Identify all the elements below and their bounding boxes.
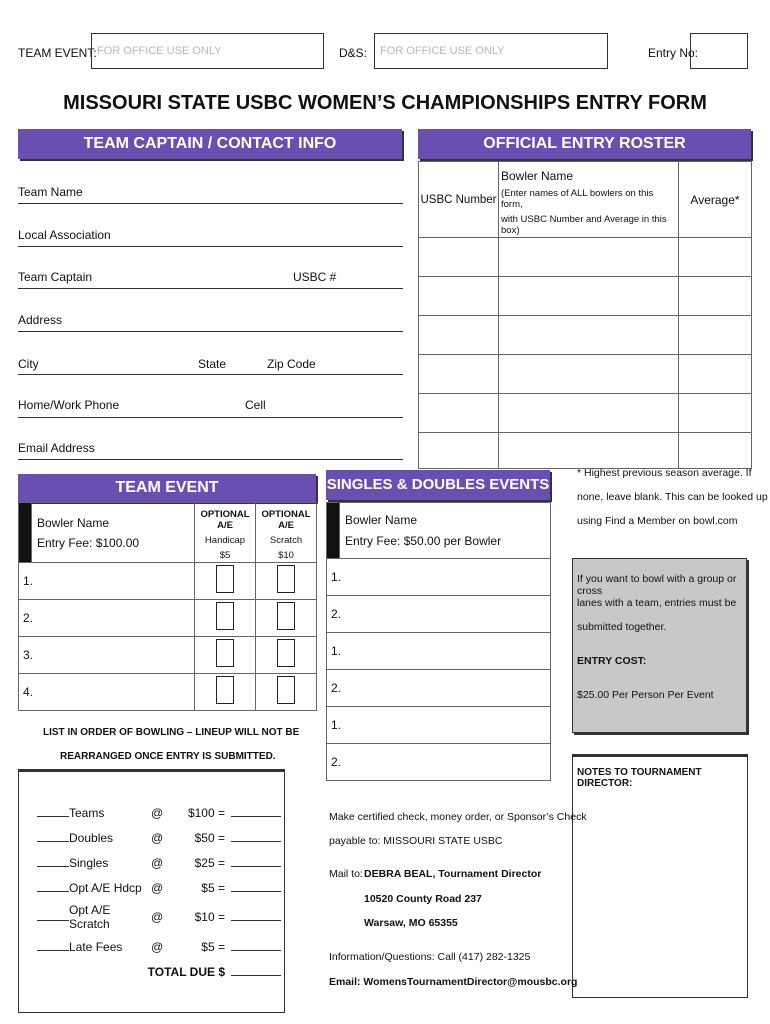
roster-cell[interactable] [419,238,499,277]
fee-amount: $25 = [194,855,225,870]
roster-note-2: none, leave blank. This can be looked up [577,491,768,503]
singles-row-num: 2. [331,681,342,695]
opt-scratch-sub: Scratch [269,535,303,546]
singles-bowler-name-label: Bowler Name [345,513,418,527]
city-line[interactable] [18,374,403,375]
city-label: City [18,357,39,371]
roster-row [419,316,752,355]
info-email[interactable]: Email: WomensTournamentDirector@mousbc.org [329,976,578,988]
payment-line-1: Make certified check, money order, or Sponsor’s Check [329,811,587,823]
roster-cell[interactable] [419,355,499,394]
roster-cell[interactable] [679,277,752,316]
fee-row [37,850,281,875]
roster-cell[interactable] [679,433,752,469]
fee-qty-line[interactable] [37,950,69,951]
singles-row [327,633,551,670]
team-name-line[interactable] [18,203,403,204]
roster-cell[interactable] [419,277,499,316]
team-row [19,637,317,674]
fee-at: @ [151,880,164,895]
team-row-num: 3. [23,648,34,662]
roster-cell[interactable] [679,394,752,433]
fee-row [37,800,281,825]
fee-amount: $5 = [201,939,225,954]
team-row-field[interactable] [19,637,195,674]
roster-row [419,238,752,277]
team-row [19,674,317,711]
team-row-num: 4. [23,685,34,699]
fee-amount: $10 = [194,910,225,924]
roster-row [419,394,752,433]
roster-col-avg: Average* [679,162,752,238]
fee-amount: $50 = [194,830,225,845]
roster-cell[interactable] [499,394,679,433]
fee-at: @ [151,830,164,845]
cell-label: Cell [245,398,266,412]
team-row-field[interactable] [19,674,195,711]
fee-item: Doubles [69,830,114,845]
roster-table [418,161,752,469]
info-box [572,558,747,733]
singles-entry-fee-label: Entry Fee: $50.00 per Bowler [345,534,502,548]
fees-table [37,800,281,984]
singles-row-field[interactable] [327,596,551,633]
singles-row-field[interactable] [327,559,551,596]
entry-cost-value: $25.00 Per Person Per Event [577,689,714,701]
scratch-checkbox[interactable] [277,676,295,704]
opt-hdcp-price: $5 [219,550,231,561]
fee-row [37,900,281,934]
fees-box [18,769,285,1013]
fee-total-line[interactable] [231,920,281,921]
singles-row-field[interactable] [327,670,551,707]
contact-header: TEAM CAPTAIN / CONTACT INFO [18,129,402,159]
roster-col-name: Bowler Name [501,169,574,183]
team-row [19,563,317,600]
fee-at: @ [151,855,164,870]
roster-cell[interactable] [419,316,499,355]
info-line-3: submitted together. [577,621,667,633]
email-line[interactable] [18,459,403,460]
opt-scratch-price: $10 [278,550,294,561]
fee-item: Singles [69,855,109,870]
zip-label: Zip Code [267,357,316,371]
roster-cell[interactable] [679,355,752,394]
fee-item: Opt A/E Hdcp [69,880,142,895]
team-captain-line[interactable] [18,288,403,289]
singles-row-num: 2. [331,755,342,769]
singles-row-field[interactable] [327,707,551,744]
roster-row [419,277,752,316]
roster-col-usbc: USBC Number [419,162,499,238]
singles-row-num: 1. [331,570,342,584]
total-due-label: TOTAL DUE $ [147,964,225,979]
roster-cell[interactable] [419,394,499,433]
singles-header: SINGLES & DOUBLES EVENTS [326,470,550,500]
fee-row [37,875,281,900]
singles-row [327,670,551,707]
mail-to-label: Mail to: [329,868,363,880]
fee-row [37,825,281,850]
roster-cell[interactable] [499,433,679,469]
roster-cell[interactable] [499,316,679,355]
roster-cell[interactable] [419,433,499,469]
singles-row-num: 2. [331,607,342,621]
fee-total-row [37,959,281,984]
roster-note-3: using Find a Member on bowl.com [577,515,738,527]
list-order-note-2: REARRANGED ONCE ENTRY IS SUBMITTED. [60,751,276,762]
singles-row [327,596,551,633]
team-name-label: Team Name [18,185,83,199]
team-event-table [18,502,317,711]
roster-cell[interactable] [499,238,679,277]
opt-hdcp-title: OPTIONAL A/E [200,509,250,531]
singles-row-field[interactable] [327,744,551,781]
fee-at: @ [151,910,164,924]
fee-row [37,934,281,959]
info-phone: Information/Questions: Call (417) 282-1325 [329,951,531,963]
director-city: Warsaw, MO 65355 [364,917,458,929]
fee-total-line[interactable] [231,816,281,817]
page-title: MISSOURI STATE USBC WOMEN’S CHAMPIONSHIPS ENTRY FORM [63,92,707,114]
opt-hdcp-sub: Handicap [204,535,246,546]
roster-col-note2: with USBC Number and Average in this box) [501,214,667,236]
director-name: DEBRA BEAL, Tournament Director [364,868,542,880]
roster-row [419,433,752,469]
team-entry-fee-label: Entry Fee: $100.00 [37,535,140,550]
singles-row [327,744,551,781]
roster-cell[interactable] [679,316,752,355]
singles-row [327,707,551,744]
team-row-num: 1. [23,574,34,588]
info-line-1: If you want to bowl with a group or cross [577,573,737,597]
director-street: 10520 County Road 237 [364,893,482,905]
roster-col-note1: (Enter names of ALL bowlers on this form, [501,188,654,210]
roster-cell[interactable] [679,238,752,277]
team-row-field[interactable] [19,600,195,637]
hdcp-checkbox[interactable] [216,639,234,667]
notes-label: NOTES TO TOURNAMENT DIRECTOR: [577,767,702,789]
team-captain-label: Team Captain [18,270,93,284]
entry-no-field[interactable] [690,33,748,69]
opt-scratch-title: OPTIONAL A/E [261,509,311,531]
hdcp-checkbox[interactable] [216,602,234,630]
fee-qty-line[interactable] [37,891,69,892]
roster-cell[interactable] [499,277,679,316]
fee-qty-line[interactable] [37,841,69,842]
singles-row [327,559,551,596]
local-association-label: Local Association [18,228,111,242]
fee-total-line[interactable] [231,841,281,842]
fee-item: Late Fees [69,939,123,954]
roster-cell[interactable] [499,355,679,394]
notes-box[interactable] [572,754,748,998]
total-due-line[interactable] [231,975,281,976]
fee-item: Teams [69,805,105,820]
fee-total-line[interactable] [231,891,281,892]
fee-at: @ [151,939,164,954]
scratch-checkbox[interactable] [277,602,295,630]
fee-total-line[interactable] [231,866,281,867]
phone-label: Home/Work Phone [18,398,120,412]
address-label: Address [18,313,63,327]
phone-line[interactable] [18,417,403,418]
fee-amount: $100 = [187,805,225,820]
ds-label: D&S: [339,46,368,60]
team-row-num: 2. [23,611,34,625]
scratch-checkbox[interactable] [277,565,295,593]
singles-table [326,502,551,781]
email-label: Email Address [18,441,95,455]
state-label: State [198,357,227,371]
team-event-label: TEAM EVENT: [18,46,97,60]
list-order-note-1: LIST IN ORDER OF BOWLING – LINEUP WILL NOT BE [43,727,300,738]
roster-header: OFFICIAL ENTRY ROSTER [418,129,751,159]
team-event-office-field: FOR OFFICE USE ONLY [91,33,324,69]
fee-item: Opt A/E Scratch [69,903,111,931]
hdcp-checkbox[interactable] [216,676,234,704]
fee-amount: $5 = [201,880,225,895]
entry-cost-label: ENTRY COST: [577,655,647,667]
entry-no-label: Entry No: [648,46,699,60]
singles-row-num: 1. [331,644,342,658]
singles-row-field[interactable] [327,633,551,670]
fee-at: @ [151,805,164,820]
ds-office-field: FOR OFFICE USE ONLY [374,33,608,69]
roster-row [419,355,752,394]
roster-note-1: * Highest previous season average. If [577,467,752,479]
team-event-header: TEAM EVENT [18,474,316,502]
fee-qty-line[interactable] [37,920,69,921]
fee-qty-line[interactable] [37,866,69,867]
team-row-field[interactable] [19,563,195,600]
team-row [19,600,317,637]
info-line-2: lanes with a team, entries must be [577,597,737,609]
usbc-num-label: USBC # [293,270,337,284]
singles-row-num: 1. [331,718,342,732]
payment-line-2: payable to: MISSOURI STATE USBC [329,835,503,847]
scratch-checkbox[interactable] [277,639,295,667]
address-line[interactable] [18,331,403,332]
team-bowler-name-label: Bowler Name [37,515,110,530]
local-association-line[interactable] [18,246,403,247]
hdcp-checkbox[interactable] [216,565,234,593]
fee-total-line[interactable] [231,950,281,951]
fee-qty-line[interactable] [37,816,69,817]
